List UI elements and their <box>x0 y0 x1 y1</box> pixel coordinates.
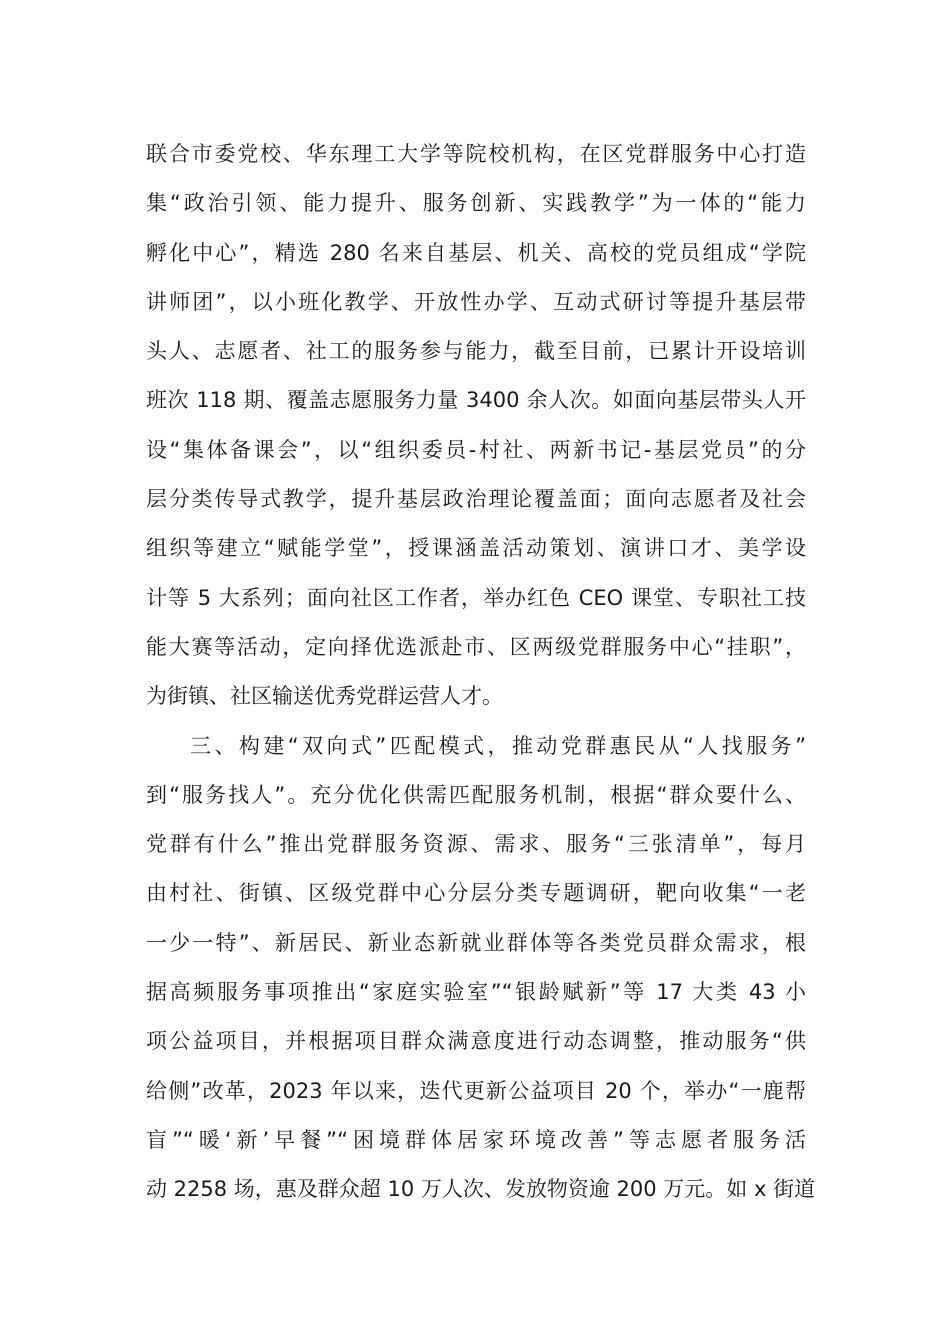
text-line: 为街镇、社区输送优秀党群运营人才。 <box>146 684 503 709</box>
document-body <box>146 130 816 1215</box>
text-line: 层分类传导式教学，提升基层政治理论覆盖面；面向志愿者及社会 <box>146 487 806 512</box>
text-line: 到“服务找人”。充分优化供需匹配服务机制，根据“群众要什么、 <box>146 782 806 807</box>
text-line: 能大赛等活动，定向择优选派赴市、区两级党群服务中心“挂职”， <box>146 634 806 659</box>
text-line: 一少一特”、新居民、新业态新就业群体等各类党员群众需求，根 <box>146 930 806 955</box>
text-line: 动 2258 场，惠及群众超 10 万人次、发放物资逾 200 万元。如 x 街道 <box>146 1177 816 1202</box>
text-line: 班次 118 期、覆盖志愿服务力量 3400 余人次。如面向基层带头人开 <box>146 388 806 413</box>
text-line: 据高频服务事项推出“家庭实验室”“银龄赋新”等 17 大类 43 小 <box>146 980 806 1005</box>
section-heading-line: 三、构建“双向式”匹配模式，推动党群惠民从“人找服务” <box>190 733 806 758</box>
text-line: 计等 5 大系列；面向社区工作者，举办红色 CEO 课堂、专职社工技 <box>146 585 806 610</box>
text-line: 联合市委党校、华东理工大学等院校机构，在区党群服务中心打造 <box>146 142 806 166</box>
text-line: 头人、志愿者、社工的服务参与能力，截至目前，已累计开设培训 <box>146 339 806 364</box>
text-line: 组织等建立“赋能学堂”，授课涵盖活动策划、演讲口才、美学设 <box>146 536 806 561</box>
text-line: 由村社、街镇、区级党群中心分层分类专题调研，靶向收集“一老 <box>146 881 806 906</box>
text-line: 设“集体备课会”，以“组织委员-村社、两新书记-基层党员”的分 <box>146 437 806 462</box>
text-line: 讲师团”，以小班化教学、开放性办学、互动式研讨等提升基层带 <box>146 289 806 314</box>
text-line: 盲”“暖‘新’早餐”“困境群体居家环境改善”等志愿者服务活 <box>146 1127 806 1152</box>
text-line: 党群有什么”推出党群服务资源、需求、服务“三张清单”，每月 <box>146 832 806 857</box>
text-line: 给侧”改革，2023 年以来，迭代更新公益项目 20 个，举办“一鹿帮 <box>146 1078 806 1103</box>
text-line: 集“政治引领、能力提升、服务创新、实践教学”为一体的“能力 <box>146 191 806 216</box>
text-line: 项公益项目，并根据项目群众满意度进行动态调整，推动服务“供 <box>146 1029 806 1054</box>
text-line: 孵化中心”，精选 280 名来自基层、机关、高校的党员组成“学院 <box>146 240 806 265</box>
